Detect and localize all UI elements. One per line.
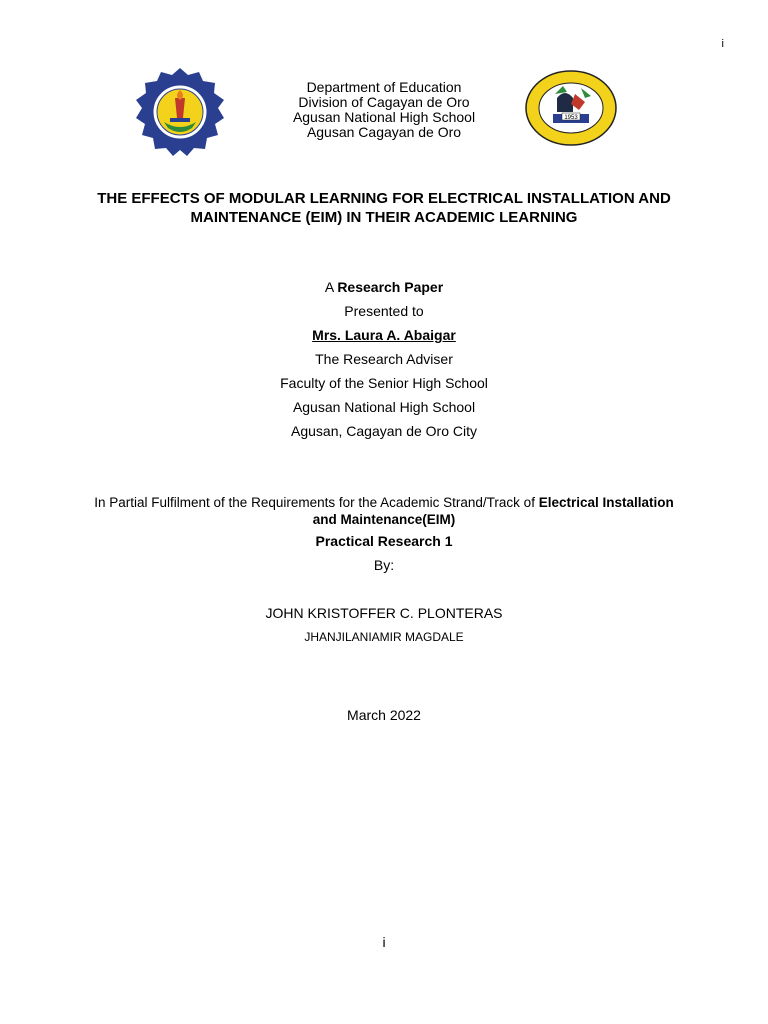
page-number-bottom: i bbox=[382, 934, 386, 950]
by-label: By: bbox=[373, 557, 395, 573]
research-paper-prefix: A bbox=[324, 279, 338, 295]
faculty-line: Faculty of the Senior High School bbox=[280, 375, 488, 391]
adviser-name: Mrs. Laura A. Abaigar bbox=[312, 327, 456, 343]
header-line-department: Department of Education bbox=[306, 79, 462, 95]
fulfilment-statement bbox=[40, 494, 728, 528]
author-1: JOHN KRISTOFFER C. PLONTERAS bbox=[265, 605, 503, 621]
title-line-2: MAINTENANCE (EIM) IN THEIR ACADEMIC LEARNING bbox=[190, 209, 578, 226]
strand-name-part1: Electrical Installation bbox=[538, 495, 674, 510]
header-line-address: Agusan Cagayan de Oro bbox=[306, 124, 462, 140]
address-line: Agusan, Cagayan de Oro City bbox=[291, 423, 477, 439]
subject-line: Practical Research 1 bbox=[315, 533, 453, 549]
school-line: Agusan National High School bbox=[292, 399, 476, 415]
fulfilment-text: In Partial Fulfilment of the Requirements for the Academic Strand/Track of bbox=[94, 495, 539, 510]
adviser-role: The Research Adviser bbox=[315, 351, 453, 367]
header-line-division: Division of Cagayan de Oro bbox=[298, 94, 470, 110]
presented-to: Presented to bbox=[344, 303, 424, 319]
institution-header bbox=[0, 80, 768, 140]
page-number-top: i bbox=[721, 38, 724, 50]
research-paper-label bbox=[0, 279, 768, 295]
submission-date: March 2022 bbox=[347, 707, 421, 723]
strand-name-part2: and Maintenance(EIM) bbox=[312, 512, 456, 527]
header-line-school: Agusan National High School bbox=[292, 109, 476, 125]
author-2: JHANJILANIAMIR MAGDALE bbox=[304, 630, 464, 644]
title-line-1: THE EFFECTS OF MODULAR LEARNING FOR ELECTRICAL INSTALLATION AND bbox=[97, 190, 671, 207]
research-paper-type: Research Paper bbox=[337, 279, 444, 295]
svg-text:1953: 1953 bbox=[564, 115, 578, 121]
paper-title bbox=[40, 189, 728, 227]
